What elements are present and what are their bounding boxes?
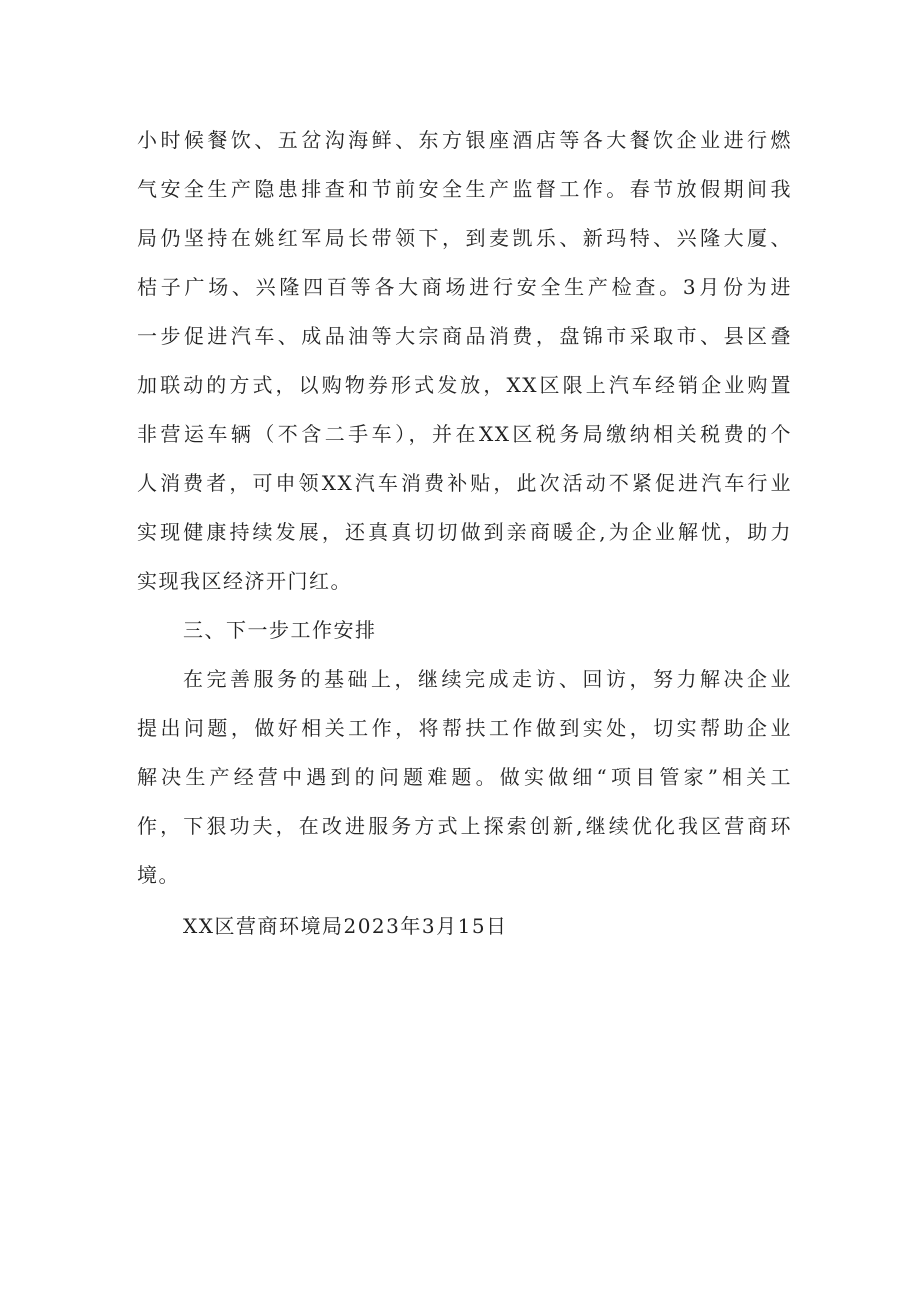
paragraph-1 bbox=[137, 116, 792, 606]
paragraph-line: 一步促进汽车、成品油等大宗商品消费，盘锦市采取市、县区叠 bbox=[137, 324, 792, 348]
paragraph-line: 桔子广场、兴隆四百等各大商场进行安全生产检查。3月份为进 bbox=[137, 275, 792, 299]
paragraph-line: 实现我区经济开门红。 bbox=[137, 569, 352, 593]
paragraph-line: 人消费者，可申领XX汽车消费补贴，此次活动不紧促进汽车行业 bbox=[137, 471, 792, 495]
paragraph-line: 气安全生产隐患排查和节前安全生产监督工作。春节放假期间我 bbox=[137, 177, 792, 201]
paragraph-line: 小时候餐饮、五岔沟海鲜、东方银座酒店等各大餐饮企业进行燃 bbox=[137, 128, 792, 152]
paragraph-line: 局仍坚持在姚红军局长带领下，到麦凯乐、新玛特、兴隆大厦、 bbox=[137, 226, 792, 250]
paragraph-line: 解决生产经营中遇到的问题难题。做实做细“项目管家”相关工 bbox=[137, 765, 792, 789]
paragraph-line: 加联动的方式，以购物券形式发放，XX区限上汽车经销企业购置 bbox=[137, 373, 792, 397]
section-heading: 三、下一步工作安排 bbox=[183, 618, 377, 642]
document-body bbox=[137, 116, 792, 951]
paragraph-line: 非营运车辆（不含二手车），并在XX区税务局缴纳相关税费的个 bbox=[137, 422, 792, 446]
paragraph-line: 在完善服务的基础上，继续完成走访、回访，努力解决企业 bbox=[183, 667, 792, 691]
paragraph-line: 实现健康持续发展，还真真切切做到亲商暖企,为企业解忧，助力 bbox=[137, 520, 792, 544]
paragraph-line: 境。 bbox=[137, 863, 180, 887]
paragraph-line: 提出问题，做好相关工作，将帮扶工作做到实处，切实帮助企业 bbox=[137, 716, 792, 740]
signature-line: XX区营商环境局2023年3月15日 bbox=[183, 914, 508, 938]
paragraph-line: 作，下狠功夫，在改进服务方式上探索创新,继续优化我区营商环 bbox=[137, 814, 792, 838]
paragraph-2 bbox=[137, 655, 792, 900]
